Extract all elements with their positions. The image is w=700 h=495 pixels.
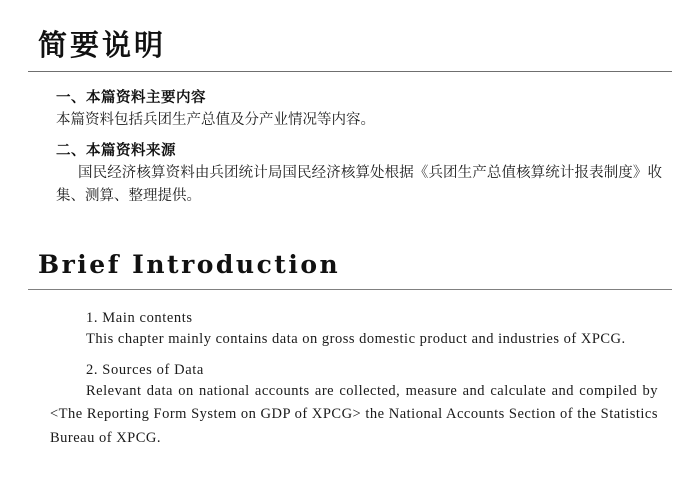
page-title-english: Brief Introduction [38, 250, 341, 280]
english-body [28, 310, 672, 450]
chinese-heading-2: 二、本篇资料来源 [56, 142, 176, 160]
english-paragraph-2: Relevant data on national accounts are collected, measure and calculate and compiled by <The Reporting Form System on GDP of XPCG> the National Accounts Section of the Statistics Bureau of XPCG. [50, 382, 658, 446]
chinese-section [28, 30, 672, 207]
chinese-heading-1: 一、本篇资料主要内容 [56, 88, 206, 106]
chinese-paragraph-1: 本篇资料包括兵团生产总值及分产业情况等内容。 [56, 111, 375, 128]
title-divider-english [28, 289, 672, 290]
title-divider-top [28, 71, 672, 72]
english-heading-2: 2. Sources of Data [86, 361, 204, 378]
english-heading-1: 1. Main contents [86, 310, 193, 327]
english-section [28, 251, 672, 450]
page-title-chinese: 简要说明 [38, 28, 167, 62]
chinese-body [28, 86, 672, 207]
english-paragraph-1: This chapter mainly contains data on gross domestic product and industries of XPCG. [86, 331, 626, 348]
chinese-paragraph-2: 国民经济核算资料由兵团统计局国民经济核算处根据《兵团生产总值核算统计报表制度》收集、测算、整理提供。 [56, 165, 662, 204]
